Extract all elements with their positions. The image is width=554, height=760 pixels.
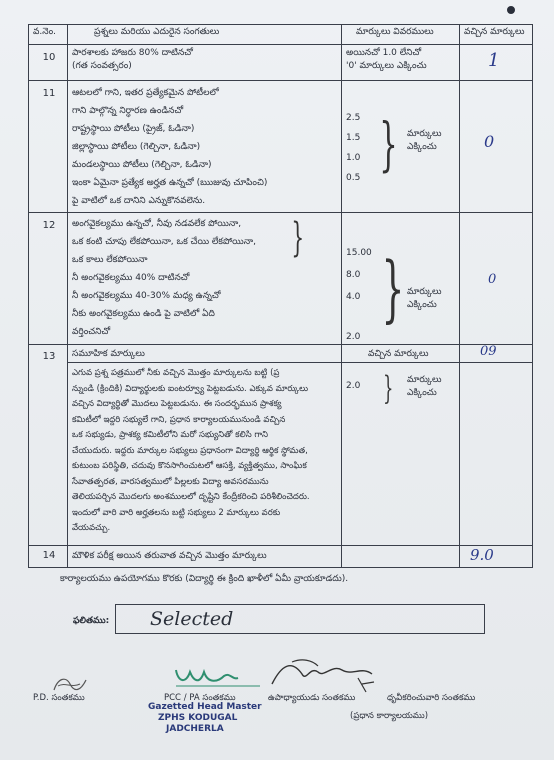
detail-line: అయినచో 1.0 లేనిచో	[346, 48, 422, 58]
row-number: 12	[42, 220, 56, 231]
detail-label: మార్కులు	[407, 129, 442, 139]
row-divider-12	[28, 344, 533, 345]
col-divider-1	[67, 24, 68, 568]
question-line: (గత సంవత్సరం)	[72, 61, 132, 71]
row11-question	[72, 84, 337, 210]
detail-value: 1.0	[346, 153, 361, 163]
row-divider-11	[28, 212, 533, 213]
row11-awarded-mark: 0	[484, 132, 495, 151]
official-signature-sublabel: (ప్రధాన కార్యాలయము)	[350, 711, 429, 721]
result-value: Selected	[150, 608, 234, 630]
row13-detail-divider	[341, 362, 533, 363]
detail-value: 8.0	[346, 270, 361, 280]
row-divider-13	[28, 545, 533, 546]
row13-title: సమూహిక మార్కులు	[72, 349, 145, 359]
office-use-note: కార్యాలయము ఉపయోగము కొరకు (విద్యార్థి ఈ క్రింది ఖాళీలో ఏమీ వ్రాయకూడదు).	[60, 574, 349, 584]
detail-line: '0' మార్కులు ఎక్కించు	[346, 61, 427, 71]
question-line: న్నుండి (క్రిందికి) విద్యార్థులకు ఐంటర్వ్యూ పెట్టబడును. ఎక్కువ మార్కులు	[72, 383, 309, 394]
row13-detail-header: వచ్చిన మార్కులు	[368, 349, 429, 359]
header-divider	[28, 44, 533, 45]
question-line: చేయుదురు. ఇద్దరు మార్కుల సభ్యులు ప్రధానంగా విద్యార్థి ఆర్థిక స్థోమత,	[72, 445, 308, 456]
row14-question: మౌళిక పరీక్ష అయిన తరువాత వచ్చిన మొత్తం మార్కులు	[72, 551, 267, 561]
question-line: పారశాలకు హాజరు 80% దాటినచో	[72, 48, 193, 58]
question-line: నీ అంగవైకల్యము 40-30% మధ్య ఉన్నచో	[72, 291, 221, 301]
pcc-signature-label: PCC / PA సంతకము	[164, 693, 236, 703]
detail-value: 0.5	[346, 173, 361, 183]
row-number: 10	[42, 52, 56, 63]
pd-signature-label: P.D. సంతకము	[33, 693, 85, 703]
col-divider-3	[459, 24, 460, 568]
question-line: మండలస్థాయి పోటీలు (గెల్చినా, ఓడినా)	[72, 160, 212, 170]
detail-value: 1.5	[346, 133, 361, 143]
question-line: ఎగువ ప్రశ్న పత్రములో నీకు వచ్చిన మొత్తం మార్కులను బట్టి (ప్ర	[72, 368, 280, 378]
row12-question-brace: }	[291, 215, 305, 261]
header-col-marks-detail: మార్కులు వివరములు	[356, 27, 434, 37]
row11-detail-values	[346, 108, 376, 188]
question-line: ఆటలలో గాని, ఇతర ప్రత్యేకమైన పోటీలలో	[72, 88, 219, 98]
header-col-no: వ.నెం.	[33, 27, 57, 37]
pd-signature	[50, 672, 90, 696]
question-line: అంగవైకల్యము ఉన్నచో, నీవు నడవలేక పోయినా,	[72, 219, 242, 229]
question-line: జిల్లాస్థాయి పోటీలు (గెల్చినా, ఓడినా)	[72, 142, 201, 152]
question-line: కుటుంబ పరిస్థితి, చదువు కొనసాగించుటలో ఆసక్తి, వ్యక్తిత్వము, సాంఘిక	[72, 461, 307, 471]
official-signature-label: ధృవీకరించువారి సంతకము	[387, 693, 476, 703]
row12-detail-values	[346, 242, 380, 348]
detail-label: ఎక్కించు	[407, 300, 437, 310]
detail-value: 2.0	[346, 332, 361, 342]
row13-detail-value: 2.0	[346, 381, 361, 391]
row13-title-divider	[67, 362, 341, 363]
question-line: గాని పాల్గొన్న నిర్ధారణ ఉండినచో	[72, 106, 184, 116]
detail-value: 15.00	[346, 248, 372, 258]
row12-detail-label	[407, 286, 457, 312]
question-line: వర్తించనిచో	[72, 327, 111, 337]
question-line: ఒక సభ్యుడు, ప్రాశక్య కమిటీలోని మరో సభ్యునితో కలిసి గాని	[72, 430, 268, 440]
row12-awarded-mark: 0	[488, 272, 497, 287]
school-stamp	[148, 702, 262, 735]
question-line: పై వాటిలో ఒక దానిని ఎన్నుకొనవలెను.	[72, 196, 206, 206]
row12-brace: }	[381, 246, 405, 330]
question-line: వచ్చిన విద్యార్థితో మొదలు పెట్టబడును. ఈ సందర్భమున ప్రాశక్య	[72, 399, 282, 409]
detail-label: ఎక్కించు	[407, 388, 437, 398]
table-left-border	[28, 24, 29, 568]
table-top-border	[28, 24, 533, 25]
teacher-signature-label: ఉపాధ్యాయుడు సంతకము	[268, 693, 356, 703]
stamp-line: JADCHERLA	[166, 724, 224, 734]
row-number: 14	[42, 550, 56, 561]
row13-awarded-mark: 09	[480, 344, 497, 359]
header-col-marks-awarded: వచ్చిన మార్కులు	[464, 27, 525, 37]
detail-label: మార్కులు	[407, 287, 442, 297]
question-line: సేవాతత్పరత, వారసత్వములో పిల్లలకు విద్యా అవసరమును	[72, 476, 269, 487]
result-label: ఫలితము:	[73, 616, 110, 626]
row13-detail-label	[407, 374, 457, 400]
row14-total-mark: 9.0	[470, 546, 494, 564]
teacher-signature	[262, 654, 392, 694]
question-line: ఒక కాలు లేకపోయినా	[72, 255, 148, 265]
detail-label: ఎక్కించు	[407, 142, 437, 152]
question-line: నీ అంగవైకల్యము 40% దాటినచో	[72, 273, 190, 283]
question-line: ఇందులో వారి వారి అర్హతలను బట్టి సభ్యులు 2 మార్కులు వరకు	[72, 507, 281, 518]
detail-value: 4.0	[346, 292, 361, 302]
detail-value: 2.5	[346, 113, 361, 123]
question-line: వేయవచ్చు.	[72, 523, 111, 533]
row-divider-10	[28, 80, 533, 81]
question-line: రాష్ట్రస్థాయి పోటీలు (ప్రైజ్, ఓడినా)	[72, 124, 195, 134]
row10-awarded-mark: 1	[488, 50, 500, 71]
pcc-signature	[172, 662, 262, 692]
row11-detail-label	[407, 128, 457, 154]
question-line: ఒక కంటి చూపు లేకపోయినా, ఒక చేయి లేకపోయినా,	[72, 237, 256, 247]
header-col-question: ప్రశ్నలు మరియు ఎదురైన సంగతులు	[94, 27, 220, 37]
table-bottom-border	[28, 567, 533, 568]
stamp-line: Gazetted Head Master	[148, 702, 262, 712]
question-line: కమిటీలో ఇద్దరి సభ్యులే గాని, ప్రధాన కార్యాలయమునుండి వచ్చిన	[72, 414, 286, 425]
question-line: నీకు అంగవైకల్యము ఉండి పై వాటిలో ఏది	[72, 309, 215, 319]
row13-question	[72, 366, 338, 537]
question-line: తెలియపర్చిన మొదలగు అంశములలో దృష్టిని కేంద్రీకరించి పరిశీలించెదరు.	[72, 492, 310, 502]
row-number: 13	[42, 351, 56, 362]
punch-hole	[507, 6, 515, 14]
row11-brace: }	[379, 110, 398, 178]
row-number: 11	[42, 88, 56, 99]
col-divider-2	[341, 24, 342, 568]
row13-brace: }	[383, 369, 394, 407]
stamp-line: ZPHS KODUGAL	[158, 713, 238, 723]
question-line: ఇంకా ఏమైనా ప్రత్యేక అర్హత ఉన్నచో (ఋజువు చూపించి)	[72, 178, 268, 188]
row10-detail	[346, 47, 456, 73]
table-right-border	[532, 24, 533, 568]
detail-label: మార్కులు	[407, 375, 442, 385]
row10-question	[72, 47, 337, 73]
